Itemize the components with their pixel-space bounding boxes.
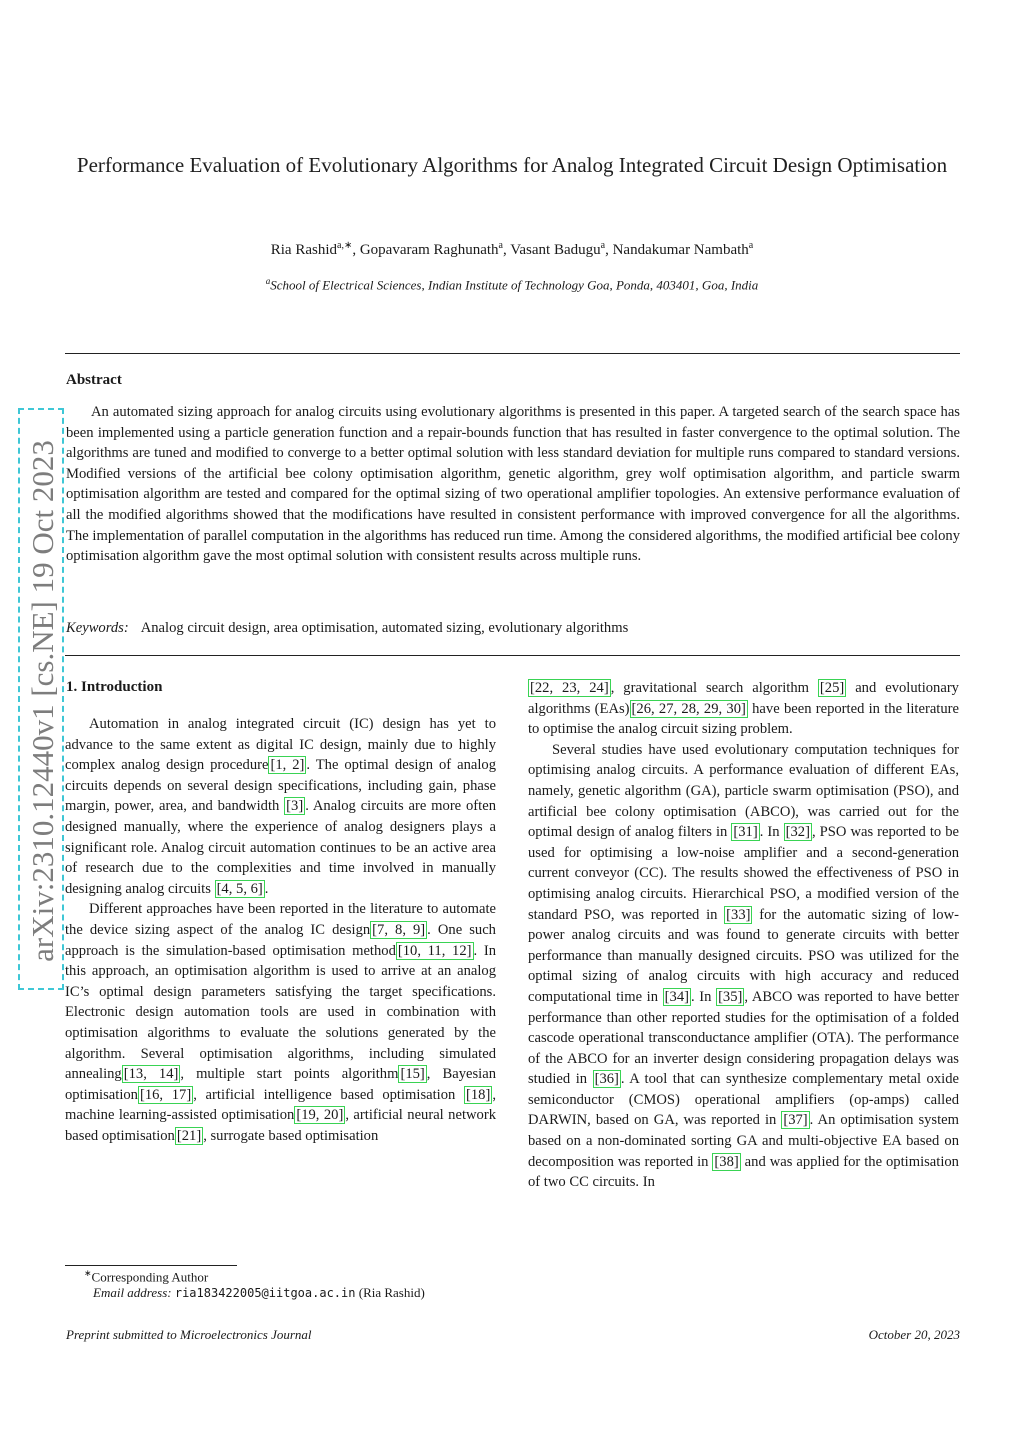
email-label: Email address: <box>93 1285 172 1300</box>
abstract-divider <box>65 655 960 656</box>
author-name: Ria Rashid <box>270 242 337 258</box>
email-link[interactable]: ria183422005@iitgoa.ac.in <box>174 1286 356 1300</box>
citation-link[interactable]: [25] <box>819 680 845 696</box>
paragraph <box>528 678 959 740</box>
citation-link[interactable]: [10, 11, 12] <box>397 942 472 959</box>
text-run: have been reported in the literature to optimise the analog circuit sizing problem. <box>528 700 959 738</box>
text-run: . <box>264 880 269 897</box>
citation-link[interactable]: [35] <box>718 988 743 1005</box>
citation-link[interactable]: [1, 2] <box>270 757 305 774</box>
author-mark: a <box>498 240 503 251</box>
keywords-label: Keywords: <box>66 620 129 636</box>
text-run: , artificial neural network based optimisation <box>65 1107 496 1144</box>
text-run: , artificial intelligence based optimisation <box>193 1086 464 1103</box>
citation-link[interactable]: [16, 17] <box>139 1086 192 1103</box>
affiliation-mark: a <box>265 276 271 286</box>
author-mark: a <box>748 240 754 251</box>
keywords-text: Analog circuit design, area optimisation, automated sizing, evolutionary algorithms <box>140 620 629 636</box>
text-run: Automation in analog integrated circuit (IC) design has yet to advance to the same extent as digital IC design, mainly due to highly complex analog design procedure <box>65 716 496 774</box>
paragraph <box>65 714 496 899</box>
text-run: . Analog circuits are more often designed manually, where the experience of analog designers plays a significant role. Analog circuit automation continues to be an active area of research due to the complexities and time involved in manually designing analog circuits <box>65 798 496 897</box>
paper-title: Performance Evaluation of Evolutionary Algorithms for Analog Integrated Circuit Design Optimisation <box>76 153 948 177</box>
citation-link[interactable]: [18] <box>466 1086 491 1103</box>
citation-link[interactable]: [31] <box>733 824 758 841</box>
footnote-text: Corresponding Author <box>91 1269 209 1285</box>
citation-link[interactable]: [19, 20] <box>296 1107 344 1124</box>
text-run: . In <box>759 824 784 841</box>
text-run: Different approaches have been reported in the literature to automate the device sizing aspect of the analog IC design <box>65 901 496 938</box>
text-run: . An optimisation system based on a non-dominated sorting GA and multi-objective EA based on decomposition was reported in <box>528 1112 959 1170</box>
citation-link[interactable]: [37] <box>783 1112 808 1129</box>
author-name: Vasant Badugu <box>510 242 601 258</box>
text-run: and was applied for the optimisation of two CC circuits. In <box>528 1153 959 1191</box>
author-name: Gopavaram Raghunath <box>359 242 499 258</box>
footnote-corresponding <box>84 1268 208 1285</box>
text-run: , ABCO was reported to have better performance than other reported studies for the optimisation of a folded cascode operational transconductance amplifier (OTA). The performance of the ABCO for an inverter design considering propagation delays was studied in <box>528 988 959 1088</box>
paragraph <box>65 899 496 1146</box>
text-run: , machine learning-assisted optimisation <box>65 1086 496 1124</box>
footnote-divider <box>65 1265 237 1266</box>
footer-journal: Preprint submitted to Microelectronics Journal <box>66 1327 312 1342</box>
text-run: and evolutionary algorithms (EAs) <box>528 680 959 717</box>
citation-link[interactable]: [38] <box>714 1153 739 1170</box>
abstract-text: An automated sizing approach for analog circuits using evolutionary algorithms is presented in this paper. A targeted search of the search space has been implemented using a particle generation function and a repair-bounds function that has resulted in faster convergence to the optimal solution. The algorithms are tuned and modified to converge to a better optimal solution with less standard deviation for multiple runs compared to standard versions. Modified versions of the artificial bee colony optimisation algorithm, genetic algorithm, grey wolf optimisation algorithm, and particle swarm optimisation algorithm are tested and compared for the optimal sizing of two operational amplifier topologies. An extensive performance evaluation of all the modified algorithms showed that the modifications have resulted in consistent performance with improved convergence for all the algorithms. The implementation of parallel computation in the algorithms has reduced run time. Among the considered algorithms, the modified artificial bee colony optimisation algorithm gave the most optimal solution with consistent results across multiple runs. <box>66 404 960 565</box>
text-run: , PSO was reported to be used for optimising a low-noise amplifier and a second-generation current conveyor (CC). The results showed the effectiveness of PSO in optimising analog circuits. Hierarchical PSO, a modified version of the standard PSO, was reported in <box>528 824 960 923</box>
citation-link[interactable]: [7, 8, 9] <box>372 921 426 938</box>
keywords <box>66 620 960 637</box>
affiliation-text: School of Electrical Sciences, Indian Institute of Technology Goa, Ponda, 403401, Goa, India <box>270 277 759 293</box>
text-run: for the automatic sizing of low-power analog circuits and was found to generate circuits with better performance than manually designed circuits. PSO was utilized for the optimal sizing of analog circuits with high accuracy and reduced computational time in <box>528 906 959 1005</box>
citation-link[interactable]: [15] <box>400 1066 425 1083</box>
author-mark: a <box>600 240 606 251</box>
affiliation <box>60 276 964 293</box>
text-run: , multiple start points algorithm <box>180 1066 399 1083</box>
text-run: . One such approach is the simulation-based optimisation method <box>65 921 496 959</box>
citation-link[interactable]: [13, 14] <box>123 1066 179 1083</box>
section-heading: 1. Introduction <box>66 679 163 695</box>
citation-link[interactable]: [22, 23, 24] <box>530 680 609 696</box>
footnote-email <box>93 1285 425 1301</box>
citation-link[interactable]: [26, 27, 28, 29, 30] <box>631 700 746 717</box>
citation-link[interactable]: [36] <box>594 1071 619 1088</box>
text-run: , surrogate based optimisation <box>203 1127 379 1144</box>
citation-link[interactable]: [21] <box>176 1127 202 1144</box>
top-divider <box>65 353 960 354</box>
citation-link[interactable]: [33] <box>726 906 751 923</box>
text-run: , gravitational search algorithm <box>610 680 818 696</box>
citation-link[interactable]: [32] <box>785 824 810 841</box>
text-run: , Bayesian optimisation <box>65 1066 496 1103</box>
citation-link[interactable]: [4, 5, 6] <box>216 880 263 897</box>
text-run: . In this approach, an optimisation algorithm is used to arrive at an analog IC’s optimal design parameters satisfying the target specifications. Electronic design automation tools are used in combination with optimisation algorithms to evaluate the solutions generated by the algorithm. Several optimisation algorithms, including simulated annealing <box>65 942 496 1083</box>
text-run: . A tool that can synthesize complementary metal oxide semiconductor (CMOS) operational amplifiers (op-amps) called DARWIN, based on GA, was reported in <box>528 1071 959 1129</box>
right-column <box>528 678 959 1193</box>
footer-date: October 20, 2023 <box>868 1327 960 1342</box>
paragraph <box>528 740 959 1193</box>
footnote-mark: ∗ <box>84 1268 92 1278</box>
arxiv-identifier[interactable]: arXiv:2310.12440v1 [cs.NE] 19 Oct 2023 <box>25 440 60 962</box>
author-mark: a,∗ <box>337 240 353 251</box>
author-list: Ria Rashid$^{a,∗}$, Gopavaram Raghunath$^a$, Vasant Badugu$^a$, Nandakumar Nambath$^a$ <box>270 240 754 258</box>
text-run: . The optimal design of analog circuits depends on several design specifications, including gain, phase margin, power, area, and bandwidth <box>65 757 496 815</box>
author-name: Nandakumar Nambath <box>612 242 749 258</box>
text-run: . In <box>691 988 717 1005</box>
citation-link[interactable]: [34] <box>664 988 689 1005</box>
citation-link[interactable]: [3] <box>286 798 304 815</box>
text-run: Several studies have used evolutionary computation techniques for optimising analog circuits. A performance evaluation of different EAs, namely, genetic algorithm (GA), particle swarm optimisation (PSO), and artificial bee colony optimisation (ABCO), was carried out for the optimal design of analog filters in <box>528 741 959 841</box>
left-column <box>65 714 496 1146</box>
abstract-heading: Abstract <box>66 372 122 388</box>
arxiv-stamp-frame <box>18 408 64 990</box>
email-owner: (Ria Rashid) <box>358 1285 425 1300</box>
